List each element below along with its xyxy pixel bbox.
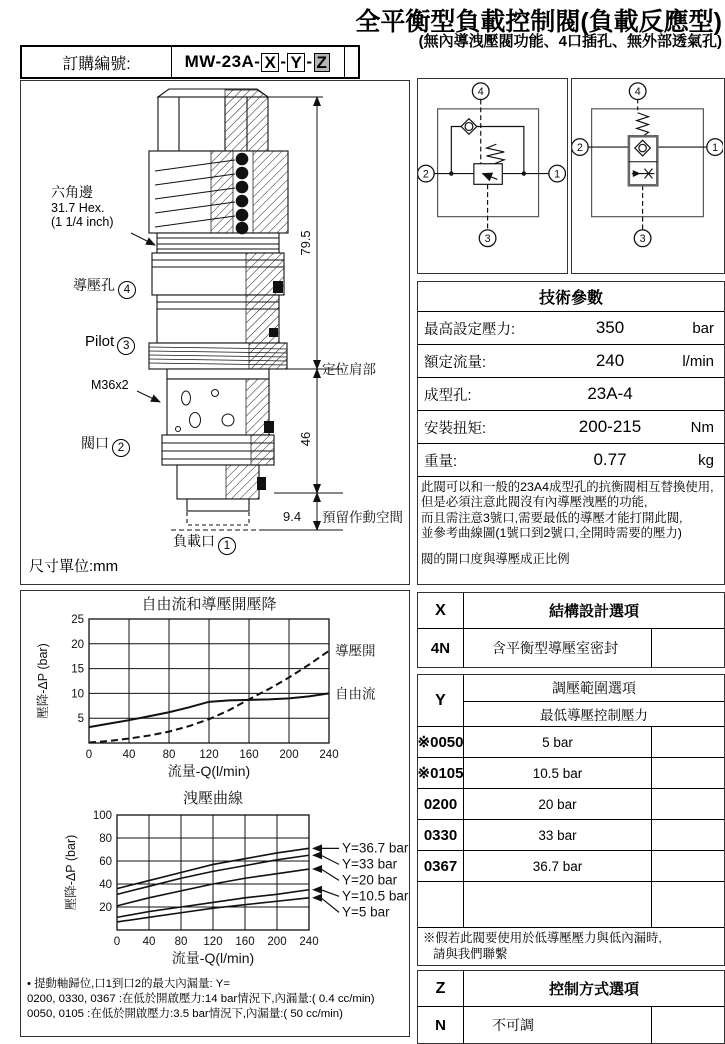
spec-row-cavity: [418, 378, 724, 411]
port-4-number: 4: [477, 86, 484, 99]
hex-size: 31.7 Hex.: [51, 200, 105, 215]
port-2-badge: 2: [112, 439, 130, 457]
svg-text:40: 40: [122, 749, 136, 761]
dim-46: 46: [298, 431, 313, 447]
port-2-number: 2: [576, 141, 583, 154]
bypass-line: [451, 126, 461, 173]
svg-text:流量-Q(l/min): 流量-Q(l/min): [171, 950, 255, 966]
spec-label: 重量:: [424, 453, 458, 470]
option-z-table: [417, 970, 725, 1044]
svg-text:240: 240: [299, 936, 319, 948]
order-prefix: MW-23A-: [184, 52, 261, 71]
svg-text:60: 60: [99, 856, 112, 868]
spec-note-line: 閥的開口度與導壓成正比例: [421, 551, 570, 566]
unit-note: 尺寸單位:mm: [29, 558, 119, 575]
empty-cell: [651, 1007, 724, 1043]
valve-port-label: [81, 433, 130, 457]
order-number-box: [20, 45, 360, 79]
order-stub-cell: [344, 47, 358, 77]
empty-cell: [651, 882, 724, 927]
option-y-titles: [464, 675, 724, 726]
dim-79-5: 79.5: [298, 230, 313, 256]
option-x-code: X: [418, 593, 464, 628]
port-4-number: 4: [634, 86, 641, 99]
port-1-number: 1: [554, 168, 561, 181]
svg-text:25: 25: [71, 614, 84, 626]
spec-row-torque: [418, 411, 724, 444]
thread-label: M36x2: [91, 378, 129, 392]
hydraulic-schematic-simplified: [571, 78, 725, 274]
svg-text:240: 240: [319, 749, 339, 761]
option-x-row: [418, 629, 724, 667]
load-port-label: [173, 531, 236, 555]
spring-symbol: [637, 113, 649, 137]
svg-text:15: 15: [71, 663, 84, 676]
svg-text:200: 200: [279, 749, 299, 761]
option-x-header: [418, 593, 724, 629]
svg-text:120: 120: [199, 749, 219, 761]
svg-text:流量-Q(l/min): 流量-Q(l/min): [167, 763, 251, 779]
spec-table-title: 技術參數: [418, 282, 724, 312]
spec-note-line: 此閥可以和一般的23A4成型孔的抗衡閥相互替換使用,: [421, 480, 714, 494]
pilot-label: [85, 333, 135, 355]
option-x-table: [417, 592, 725, 668]
spec-label: 成型孔:: [424, 387, 472, 404]
port-4-badge: 4: [118, 281, 136, 299]
order-option-z: Z: [314, 53, 331, 72]
svg-text:80: 80: [162, 749, 176, 761]
order-label: 訂購編號:: [22, 47, 172, 77]
spec-unit: bar: [692, 319, 714, 337]
empty-cell: [418, 882, 464, 927]
svg-text:Y=10.5 bar: Y=10.5 bar: [342, 888, 409, 904]
dim-9-4: 9.4: [283, 509, 302, 524]
svg-text:自由流: 自由流: [335, 686, 376, 702]
spec-row-max-pressure: [418, 312, 724, 345]
leakage-footnote: [27, 977, 375, 1021]
svg-text:0: 0: [85, 749, 93, 761]
spec-label: 最高設定壓力:: [424, 321, 516, 338]
empty-cell: [651, 789, 724, 819]
order-code: [172, 47, 344, 77]
relief-curves-chart: [21, 787, 409, 982]
spec-note-line: 而且需注意3號口,需要最低的導壓才能打開此閥,: [421, 510, 683, 525]
option-y-row-code: 0200: [418, 789, 464, 819]
option-y-note-line: 請與我們聯繫: [433, 946, 508, 961]
svg-text:160: 160: [239, 749, 259, 761]
option-x-row-code: 4N: [418, 629, 464, 667]
option-y-row-code: ※0105: [418, 758, 464, 788]
option-y-row-code: ※0050: [418, 727, 464, 757]
option-y-row-desc: 36.7 bar: [532, 858, 583, 874]
svg-text:自由流和導壓開壓降: 自由流和導壓開壓降: [141, 596, 277, 613]
option-y-row: [418, 851, 724, 882]
option-z-header: [418, 971, 724, 1007]
option-y-note: [418, 927, 724, 965]
empty-cell: [464, 882, 651, 927]
svg-text:Y=33 bar: Y=33 bar: [342, 856, 398, 872]
svg-text:Y=5 bar: Y=5 bar: [342, 904, 390, 920]
svg-text:80: 80: [174, 936, 188, 948]
empty-cell: [651, 629, 724, 667]
footnote-line: 0200, 0330, 0367 :在低於開啟壓力:14 bar情況下,內漏量:( 0.4 cc/min): [27, 992, 375, 1005]
order-option-x: X: [261, 53, 279, 72]
empty-cell: [651, 851, 724, 881]
option-z-row-code: N: [418, 1007, 464, 1043]
spec-row-rated-flow: [418, 345, 724, 378]
valve-cross-section: [21, 81, 409, 584]
footnote-line: • 提動軸歸位,口1到口2的最大內漏量: Y=: [27, 978, 231, 990]
option-y-row: [418, 758, 724, 789]
option-y-row: [418, 820, 724, 851]
svg-text:Y=20 bar: Y=20 bar: [342, 872, 398, 888]
port-3-number: 3: [484, 233, 491, 246]
spec-value: 350: [595, 318, 625, 337]
spec-note-line: 並參考曲線圖(1號口到2號口,全開時需要的壓力): [421, 526, 682, 541]
option-y-title: 調壓範圍選項: [464, 675, 724, 702]
option-y-row-desc: 33 bar: [538, 827, 577, 843]
option-y-row-code: 0330: [418, 820, 464, 850]
empty-cell: [651, 727, 724, 757]
svg-text:40: 40: [99, 879, 112, 891]
valve-port-text: 閥口: [81, 435, 109, 451]
spec-row-weight: [418, 444, 724, 477]
svg-text:洩壓曲線: 洩壓曲線: [182, 790, 244, 807]
hydraulic-schematic-detailed: [417, 78, 568, 274]
spec-label: 安裝扭矩:: [424, 420, 487, 437]
hex-label-cn: 六角邊: [51, 184, 93, 200]
svg-text:Y=36.7 bar: Y=36.7 bar: [342, 840, 409, 856]
svg-text:20: 20: [71, 638, 84, 651]
option-y-row-desc: 20 bar: [538, 796, 577, 812]
svg-text:20: 20: [99, 902, 112, 914]
svg-text:200: 200: [267, 936, 287, 948]
free-flow-pilot-open-chart: [21, 595, 409, 790]
option-z-row: [418, 1007, 724, 1043]
page-subtitle: (無內導洩壓閥功能、4口插孔、無外部透氣孔): [418, 33, 722, 50]
charts-panel: [20, 590, 410, 1037]
spec-value: 23A-4: [587, 384, 633, 403]
spec-unit: Nm: [690, 418, 714, 436]
svg-text:160: 160: [235, 936, 255, 948]
shoulder-label: 定位肩部: [322, 362, 376, 377]
spec-label: 額定流量:: [424, 354, 487, 371]
footnote-line: 0050, 0105 :在低於開啟壓力:3.5 bar情況下,內漏量:( 50 cc/min): [27, 1007, 343, 1020]
hex-size-inch: (1 1/4 inch): [51, 214, 114, 229]
spec-unit: kg: [698, 451, 714, 469]
relief-valve-symbol: [474, 164, 502, 185]
option-z-title: 控制方式選項: [548, 981, 639, 998]
spec-note-line: 但是必須注意此閥沒有內導壓洩壓的功能,: [421, 495, 648, 510]
option-y-header: [418, 675, 724, 727]
option-x-title: 結構設計選項: [548, 603, 639, 620]
option-y-note-line: ※假若此閥要使用於低導壓壓力與低內漏時,: [423, 931, 662, 945]
spring-symbol: [487, 144, 505, 164]
option-z-code: Z: [418, 971, 464, 1006]
spec-value: 200-215: [578, 417, 642, 436]
tech-parameters-table: [417, 281, 725, 585]
load-port-text: 負載口: [173, 533, 215, 549]
empty-cell: [651, 758, 724, 788]
port-3-badge: 3: [117, 337, 135, 355]
valve-drawing-panel: [20, 80, 410, 585]
pilot-hole-text: 導壓孔: [73, 277, 115, 293]
port-2-number: 2: [422, 168, 429, 181]
port-1-badge: 1: [218, 537, 236, 555]
option-y-subtitle: 最低導壓控制壓力: [540, 708, 648, 723]
reserved-space-label: 預留作動空間: [322, 510, 403, 525]
option-y-row-desc: 5 bar: [542, 734, 573, 750]
option-y-row-desc: 10.5 bar: [532, 765, 583, 781]
svg-text:壓降-ΔP (bar): 壓降-ΔP (bar): [36, 643, 50, 719]
svg-text:導壓開: 導壓開: [335, 643, 376, 659]
port-3-number: 3: [639, 233, 646, 246]
order-option-y: Y: [287, 53, 305, 72]
port-1-number: 1: [712, 141, 719, 154]
pilot-text: Pilot: [85, 333, 115, 350]
svg-text:40: 40: [142, 936, 156, 948]
option-y-empty-row: [418, 882, 724, 927]
option-z-row-desc: 不可調: [492, 1017, 534, 1033]
empty-cell: [651, 820, 724, 850]
spec-value: 240: [595, 351, 625, 370]
spec-value: 0.77: [593, 450, 627, 469]
option-y-code: Y: [418, 675, 464, 726]
order-sep: -: [280, 52, 287, 71]
spec-unit: l/min: [682, 352, 714, 370]
option-y-table: [417, 674, 725, 966]
option-y-row: [418, 727, 724, 758]
svg-text:5: 5: [77, 713, 84, 726]
svg-text:80: 80: [99, 833, 112, 845]
spec-notes: [418, 477, 724, 567]
page-title: 全平衡型負載控制閥(負載反應型): [355, 8, 722, 36]
option-y-row-code: 0367: [418, 851, 464, 881]
schematic-a-svg: [418, 79, 566, 272]
svg-text:壓降-ΔP (bar): 壓降-ΔP (bar): [64, 834, 78, 911]
option-y-row: [418, 789, 724, 820]
order-sep: -: [306, 52, 313, 71]
svg-text:10: 10: [71, 688, 84, 701]
hex-label: [51, 185, 114, 229]
svg-text:100: 100: [92, 810, 112, 822]
schematic-b-svg: [572, 79, 723, 272]
option-x-row-desc: 含平衡型導壓室密封: [492, 640, 618, 656]
svg-text:0: 0: [113, 936, 121, 948]
svg-text:120: 120: [203, 936, 223, 948]
pilot-hole-label: [73, 275, 136, 299]
